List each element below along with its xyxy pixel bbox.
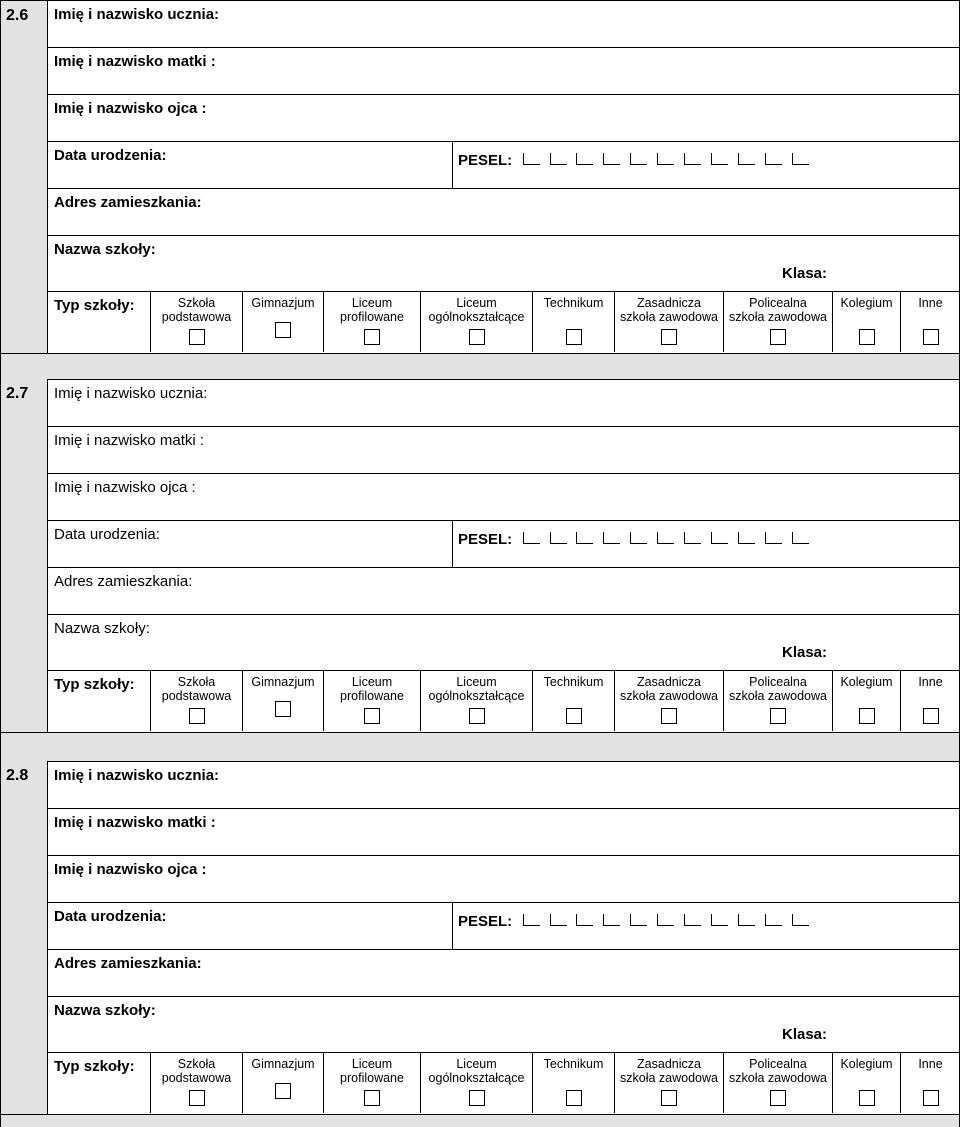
school-type-name: Liceum profilowane bbox=[340, 1057, 404, 1085]
school-type-option bbox=[900, 671, 960, 731]
student-name-label: Imię i nazwisko ucznia: bbox=[54, 385, 208, 402]
pesel-digit-box[interactable] bbox=[576, 532, 593, 544]
school-type-option bbox=[723, 671, 832, 731]
pesel-digit-box[interactable] bbox=[738, 914, 755, 926]
school-type-name: Liceum profilowane bbox=[340, 296, 404, 324]
school-type-option bbox=[614, 1053, 723, 1113]
address-label: Adres zamieszkania: bbox=[54, 194, 202, 211]
school-type-name: Kolegium bbox=[840, 296, 893, 310]
section-fields bbox=[48, 379, 960, 732]
section-number: 2.8 bbox=[6, 767, 29, 784]
school-type-name: Szkoła podstawowa bbox=[161, 1057, 232, 1085]
pesel-label: PESEL: bbox=[458, 531, 513, 548]
school-type-option bbox=[242, 1053, 323, 1113]
school-type-option bbox=[150, 671, 242, 731]
school-name-label: Nazwa szkoły: bbox=[54, 1002, 156, 1019]
school-type-checkbox[interactable] bbox=[770, 329, 786, 345]
pesel-digit-box[interactable] bbox=[576, 153, 593, 165]
school-type-checkbox[interactable] bbox=[566, 329, 582, 345]
student-section bbox=[0, 379, 960, 732]
pesel-digit-box[interactable] bbox=[711, 532, 728, 544]
student-name-label: Imię i nazwisko ucznia: bbox=[54, 6, 220, 23]
pesel-digit-box[interactable] bbox=[523, 914, 540, 926]
father-name-field[interactable] bbox=[48, 856, 959, 903]
class-label: Klasa: bbox=[782, 265, 828, 282]
school-type-name: Policealna szkoła zawodowa bbox=[729, 675, 827, 703]
pesel-digit-box[interactable] bbox=[603, 153, 620, 165]
pesel-digit-box[interactable] bbox=[630, 532, 647, 544]
school-type-checkbox[interactable] bbox=[923, 708, 939, 724]
school-type-name: Inne bbox=[918, 296, 943, 310]
birth-date-label: Data urodzenia: bbox=[54, 908, 167, 925]
section-sidebar bbox=[0, 761, 48, 1114]
school-type-option bbox=[832, 671, 900, 731]
mother-name-field[interactable] bbox=[48, 427, 959, 474]
school-type-option bbox=[242, 671, 323, 731]
pesel-digit-box[interactable] bbox=[765, 914, 782, 926]
school-type-row bbox=[48, 291, 959, 352]
section-separator bbox=[0, 1114, 960, 1127]
pesel-digit-box[interactable] bbox=[765, 532, 782, 544]
school-type-label: Typ szkoły: bbox=[54, 676, 135, 693]
school-type-checkbox[interactable] bbox=[566, 1090, 582, 1106]
pesel-digit-box[interactable] bbox=[550, 153, 567, 165]
pesel-digit-box[interactable] bbox=[603, 914, 620, 926]
school-type-name: Liceum ogólnokształcące bbox=[428, 1057, 525, 1085]
school-type-checkbox[interactable] bbox=[770, 708, 786, 724]
school-type-name: Policealna szkoła zawodowa bbox=[729, 1057, 827, 1085]
student-section bbox=[0, 761, 960, 1114]
school-type-checkbox[interactable] bbox=[469, 1090, 485, 1106]
pesel-digit-box[interactable] bbox=[657, 914, 674, 926]
pesel-digit-box[interactable] bbox=[684, 153, 701, 165]
school-type-option bbox=[614, 671, 723, 731]
school-type-option bbox=[323, 671, 420, 731]
pesel-digit-box[interactable] bbox=[603, 532, 620, 544]
school-type-name: Gimnazjum bbox=[251, 1057, 315, 1071]
school-type-option bbox=[323, 292, 420, 352]
section-number: 2.6 bbox=[6, 7, 29, 24]
pesel-digit-box[interactable] bbox=[657, 532, 674, 544]
address-field[interactable] bbox=[48, 189, 959, 236]
student-name-field[interactable] bbox=[48, 1, 959, 48]
school-type-name: Zasadnicza szkoła zawodowa bbox=[620, 675, 718, 703]
school-type-option bbox=[242, 292, 323, 352]
pesel-digit-box[interactable] bbox=[765, 153, 782, 165]
section-fields bbox=[48, 0, 960, 353]
school-type-option bbox=[900, 1053, 960, 1113]
school-type-option bbox=[532, 1053, 614, 1113]
school-type-row bbox=[48, 1052, 959, 1113]
father-name-label: Imię i nazwisko ojca : bbox=[54, 861, 207, 878]
address-field[interactable] bbox=[48, 950, 959, 997]
pesel-digit-box[interactable] bbox=[738, 153, 755, 165]
school-type-name: Szkoła podstawowa bbox=[161, 675, 232, 703]
school-type-checkbox[interactable] bbox=[566, 708, 582, 724]
mother-name-label: Imię i nazwisko matki : bbox=[54, 53, 216, 70]
school-type-row bbox=[48, 670, 959, 731]
school-type-checkbox[interactable] bbox=[661, 329, 677, 345]
school-type-name: Liceum ogólnokształcące bbox=[428, 675, 525, 703]
pesel-digit-box[interactable] bbox=[576, 914, 593, 926]
school-name-field[interactable] bbox=[48, 615, 959, 670]
school-type-checkbox[interactable] bbox=[770, 1090, 786, 1106]
student-name-label: Imię i nazwisko ucznia: bbox=[54, 767, 220, 784]
pesel-digit-box[interactable] bbox=[523, 153, 540, 165]
school-type-name: Inne bbox=[918, 675, 943, 689]
school-type-name: Technikum bbox=[543, 1057, 604, 1071]
school-type-name: Kolegium bbox=[840, 675, 893, 689]
pesel-digit-box[interactable] bbox=[711, 914, 728, 926]
mother-name-field[interactable] bbox=[48, 809, 959, 856]
mother-name-label: Imię i nazwisko matki : bbox=[54, 814, 216, 831]
pesel-digit-box[interactable] bbox=[630, 153, 647, 165]
address-label: Adres zamieszkania: bbox=[54, 573, 193, 590]
student-name-field[interactable] bbox=[48, 380, 959, 427]
school-type-checkbox[interactable] bbox=[275, 322, 291, 338]
school-type-checkbox[interactable] bbox=[275, 701, 291, 717]
pesel-digit-box[interactable] bbox=[711, 153, 728, 165]
school-type-option bbox=[900, 292, 960, 352]
school-type-option bbox=[723, 292, 832, 352]
school-type-checkbox[interactable] bbox=[364, 708, 380, 724]
pesel-digit-box[interactable] bbox=[684, 532, 701, 544]
class-label: Klasa: bbox=[782, 644, 828, 661]
school-type-name: Zasadnicza szkoła zawodowa bbox=[620, 296, 718, 324]
school-type-name: Gimnazjum bbox=[251, 675, 315, 689]
school-type-name: Technikum bbox=[543, 675, 604, 689]
school-type-checkbox[interactable] bbox=[364, 329, 380, 345]
school-type-option bbox=[614, 292, 723, 352]
school-type-checkbox[interactable] bbox=[469, 708, 485, 724]
father-name-field[interactable] bbox=[48, 95, 959, 142]
pesel-digit-box[interactable] bbox=[792, 532, 809, 544]
school-type-name: Liceum profilowane bbox=[340, 675, 404, 703]
school-type-label: Typ szkoły: bbox=[54, 1058, 135, 1075]
school-type-option bbox=[532, 292, 614, 352]
address-field[interactable] bbox=[48, 568, 959, 615]
school-name-field[interactable] bbox=[48, 236, 959, 291]
class-label: Klasa: bbox=[782, 1026, 828, 1043]
pesel-digit-box[interactable] bbox=[550, 532, 567, 544]
school-type-checkbox[interactable] bbox=[859, 1090, 875, 1106]
school-type-name: Technikum bbox=[543, 296, 604, 310]
school-type-checkbox[interactable] bbox=[189, 1090, 205, 1106]
pesel-digit-box[interactable] bbox=[738, 532, 755, 544]
school-type-checkbox[interactable] bbox=[661, 708, 677, 724]
school-type-name: Gimnazjum bbox=[251, 296, 315, 310]
birth-date-label: Data urodzenia: bbox=[54, 147, 167, 164]
school-type-option bbox=[150, 292, 242, 352]
school-type-checkbox[interactable] bbox=[189, 329, 205, 345]
birth-date-label: Data urodzenia: bbox=[54, 526, 160, 543]
school-name-field[interactable] bbox=[48, 997, 959, 1052]
school-type-option bbox=[532, 671, 614, 731]
school-type-option bbox=[832, 292, 900, 352]
school-type-option bbox=[723, 1053, 832, 1113]
pesel-digit-box[interactable] bbox=[550, 914, 567, 926]
pesel-divider bbox=[452, 903, 453, 950]
pesel-digit-box[interactable] bbox=[792, 153, 809, 165]
mother-name-field[interactable] bbox=[48, 48, 959, 95]
pesel-digit-box[interactable] bbox=[630, 914, 647, 926]
student-name-field[interactable] bbox=[48, 762, 959, 809]
address-label: Adres zamieszkania: bbox=[54, 955, 202, 972]
pesel-label: PESEL: bbox=[458, 152, 513, 169]
section-separator bbox=[0, 732, 960, 761]
school-type-name: Policealna szkoła zawodowa bbox=[729, 296, 827, 324]
father-name-field[interactable] bbox=[48, 474, 959, 521]
school-type-option bbox=[420, 1053, 532, 1113]
school-type-option bbox=[323, 1053, 420, 1113]
section-sidebar bbox=[0, 379, 48, 732]
father-name-label: Imię i nazwisko ojca : bbox=[54, 479, 196, 496]
school-type-checkbox[interactable] bbox=[859, 708, 875, 724]
section-sidebar bbox=[0, 0, 48, 353]
pesel-digit-box[interactable] bbox=[792, 914, 809, 926]
pesel-digit-box[interactable] bbox=[657, 153, 674, 165]
school-type-option bbox=[832, 1053, 900, 1113]
student-section bbox=[0, 0, 960, 353]
father-name-label: Imię i nazwisko ojca : bbox=[54, 100, 207, 117]
school-name-label: Nazwa szkoły: bbox=[54, 620, 150, 637]
school-type-name: Zasadnicza szkoła zawodowa bbox=[620, 1057, 718, 1085]
pesel-label: PESEL: bbox=[458, 913, 513, 930]
school-type-checkbox[interactable] bbox=[189, 708, 205, 724]
school-type-name: Kolegium bbox=[840, 1057, 893, 1071]
pesel-divider bbox=[452, 142, 453, 189]
school-name-label: Nazwa szkoły: bbox=[54, 241, 156, 258]
school-type-label: Typ szkoły: bbox=[54, 297, 135, 314]
mother-name-label: Imię i nazwisko matki : bbox=[54, 432, 205, 449]
school-type-checkbox[interactable] bbox=[859, 329, 875, 345]
school-type-checkbox[interactable] bbox=[469, 329, 485, 345]
school-type-name: Inne bbox=[918, 1057, 943, 1071]
pesel-divider bbox=[452, 521, 453, 568]
pesel-digit-box[interactable] bbox=[523, 532, 540, 544]
school-type-checkbox[interactable] bbox=[923, 1090, 939, 1106]
school-type-name: Liceum ogólnokształcące bbox=[428, 296, 525, 324]
section-fields bbox=[48, 761, 960, 1114]
school-type-checkbox[interactable] bbox=[661, 1090, 677, 1106]
section-separator bbox=[0, 353, 960, 379]
pesel-digit-box[interactable] bbox=[684, 914, 701, 926]
school-type-checkbox[interactable] bbox=[923, 329, 939, 345]
school-type-checkbox[interactable] bbox=[364, 1090, 380, 1106]
school-type-name: Szkoła podstawowa bbox=[161, 296, 232, 324]
school-type-option bbox=[420, 671, 532, 731]
school-type-option bbox=[150, 1053, 242, 1113]
school-type-checkbox[interactable] bbox=[275, 1083, 291, 1099]
section-number: 2.7 bbox=[6, 385, 29, 402]
school-type-option bbox=[420, 292, 532, 352]
